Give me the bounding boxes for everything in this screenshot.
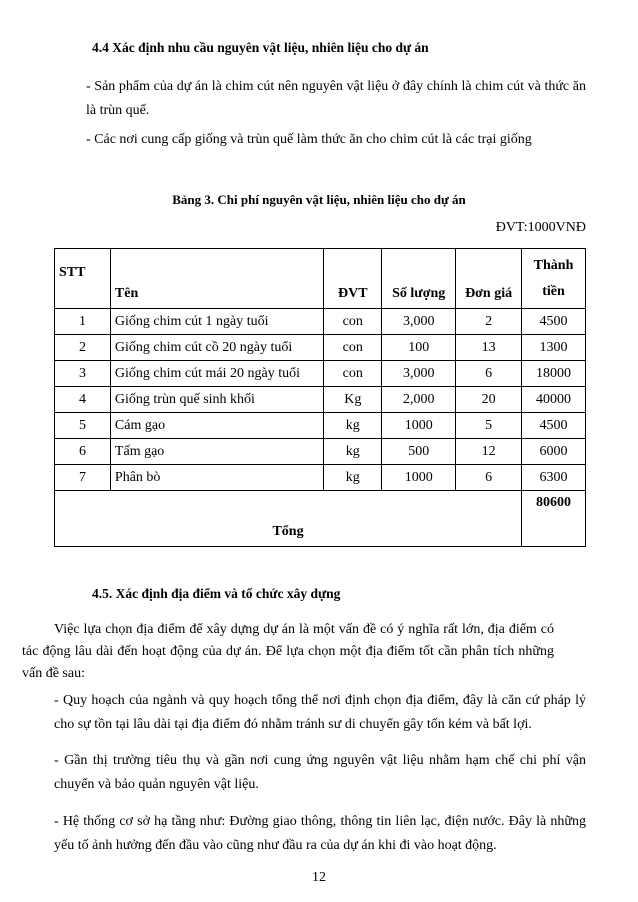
table-caption: Bảng 3. Chi phí nguyên vật liệu, nhiên liệu cho dự án <box>172 192 466 207</box>
header-thanh-tien-line2: tiền <box>542 283 565 299</box>
cell-stt: 1 <box>55 309 111 335</box>
cell-so-luong: 3,000 <box>382 309 456 335</box>
total-label: Tổng <box>55 491 522 547</box>
table-unit: ĐVT:1000VNĐ <box>495 220 586 235</box>
header-thanh-tien <box>522 249 586 309</box>
section-4-4-para1: - Sản phẩm của dự án là chim cút nên nguyên vật liệu ở đây chính là chim cút và thức ăn là trùn quế. <box>86 79 586 118</box>
table-row <box>55 439 586 465</box>
page-number: 12 <box>312 870 326 885</box>
cell-thanh-tien: 4500 <box>522 413 586 439</box>
cell-stt: 5 <box>55 413 111 439</box>
cell-dvt: kg <box>324 413 382 439</box>
section-4-4-title: 4.4 Xác định nhu cầu nguyên vật liệu, nhiên liệu cho dự án <box>92 40 429 55</box>
table-row <box>55 413 586 439</box>
cell-ten: Giống trùn quế sinh khối <box>110 387 323 413</box>
cell-dvt: Kg <box>324 387 382 413</box>
cell-dvt: kg <box>324 439 382 465</box>
cell-stt: 2 <box>55 335 111 361</box>
section-4-5-para1: Việc lựa chọn địa điểm để xây dựng dự án là một vấn đề có ý nghĩa rất lớn, địa điểm có tác động lâu dài đến hoạt động của dự án. Để lựa chọn một địa điểm tốt cần phân tích những vấn đề sau: <box>22 622 554 681</box>
cell-stt: 7 <box>55 465 111 491</box>
cell-don-gia: 5 <box>456 413 522 439</box>
cell-dvt: con <box>324 335 382 361</box>
cell-so-luong: 1000 <box>382 413 456 439</box>
cell-don-gia: 6 <box>456 465 522 491</box>
cell-ten: Tấm gạo <box>110 439 323 465</box>
section-4-4-para2: - Các nơi cung cấp giống và trùn quế làm thức ăn cho chim cút là các trại giống <box>86 132 532 147</box>
cell-stt: 3 <box>55 361 111 387</box>
section-4-5-para3: - Gần thị trường tiêu thụ và gần nơi cung ứng nguyên vật liệu nhằm hạm chế chi phí vận chuyển và bảo quản nguyên vật liệu. <box>54 753 586 792</box>
table-total-row <box>55 491 586 547</box>
cell-so-luong: 500 <box>382 439 456 465</box>
header-so-luong: Số lượng <box>382 249 456 309</box>
table-header-row <box>55 249 586 309</box>
cell-ten: Giống chim cút cồ 20 ngày tuổi <box>110 335 323 361</box>
cell-ten: Giống chim cút mái 20 ngày tuổi <box>110 361 323 387</box>
cell-ten: Cám gạo <box>110 413 323 439</box>
header-stt: STT <box>55 249 111 309</box>
table-row <box>55 387 586 413</box>
cell-don-gia: 13 <box>456 335 522 361</box>
cell-so-luong: 2,000 <box>382 387 456 413</box>
table-row <box>55 309 586 335</box>
cost-table <box>54 248 586 547</box>
cell-don-gia: 2 <box>456 309 522 335</box>
cell-dvt: con <box>324 361 382 387</box>
cell-thanh-tien: 6300 <box>522 465 586 491</box>
cell-don-gia: 20 <box>456 387 522 413</box>
cell-thanh-tien: 1300 <box>522 335 586 361</box>
cell-thanh-tien: 4500 <box>522 309 586 335</box>
cell-don-gia: 12 <box>456 439 522 465</box>
section-4-5-para4: - Hệ thống cơ sở hạ tầng như: Đường giao thông, thông tin liên lạc, điện nước. Đây là những yếu tố ảnh hưởng đến đầu vào cũng như đầu ra của dự án khi đi vào hoạt động. <box>54 814 586 853</box>
cell-ten: Phân bò <box>110 465 323 491</box>
cell-thanh-tien: 18000 <box>522 361 586 387</box>
header-ten: Tên <box>110 249 323 309</box>
header-thanh-tien-line1: Thành <box>533 257 574 273</box>
header-dvt: ĐVT <box>324 249 382 309</box>
cell-so-luong: 1000 <box>382 465 456 491</box>
cell-ten: Giống chim cút 1 ngày tuổi <box>110 309 323 335</box>
table-row <box>55 335 586 361</box>
cell-thanh-tien: 40000 <box>522 387 586 413</box>
cell-thanh-tien: 6000 <box>522 439 586 465</box>
table-row <box>55 465 586 491</box>
section-4-5-para2: - Quy hoạch của ngành và quy hoạch tổng thể nơi định chọn địa điểm, đây là căn cứ pháp lý cho sự tồn tại lâu dài tại địa điểm đó nhằm tránh sư di chuyển gây tốn kém và bất lợi. <box>54 693 586 732</box>
table-row <box>55 361 586 387</box>
cell-dvt: con <box>324 309 382 335</box>
cell-dvt: kg <box>324 465 382 491</box>
section-4-5-title: 4.5. Xác định địa điểm và tổ chức xây dựng <box>92 586 341 601</box>
cell-so-luong: 3,000 <box>382 361 456 387</box>
cell-stt: 6 <box>55 439 111 465</box>
cell-don-gia: 6 <box>456 361 522 387</box>
total-value: 80600 <box>522 491 586 547</box>
cell-so-luong: 100 <box>382 335 456 361</box>
cell-stt: 4 <box>55 387 111 413</box>
header-don-gia: Đơn giá <box>456 249 522 309</box>
